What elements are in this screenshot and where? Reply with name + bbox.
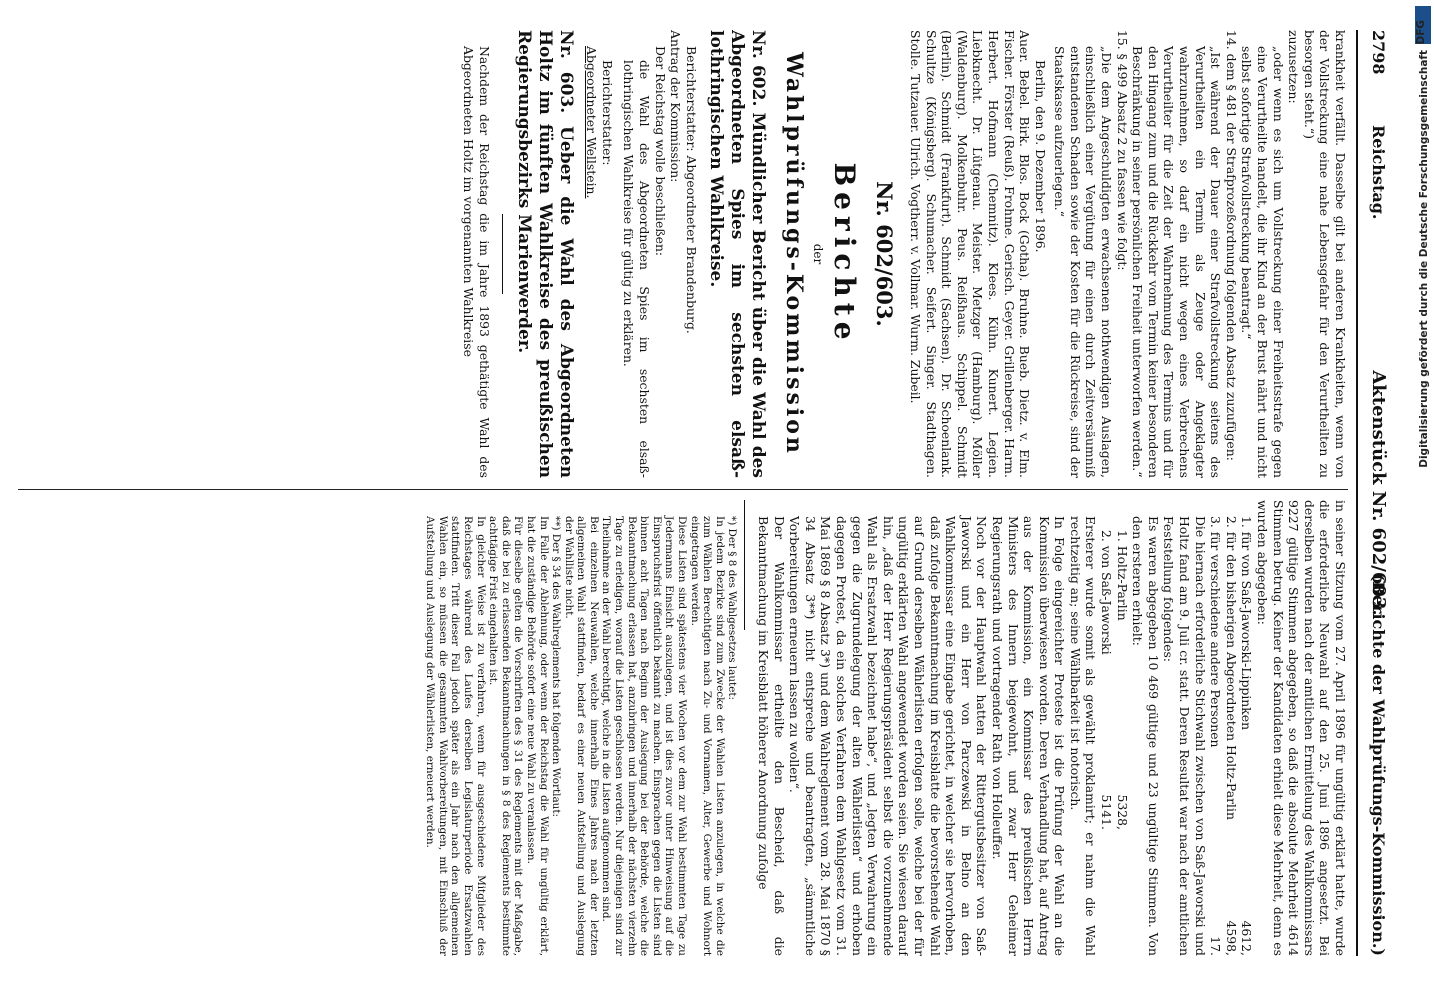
dfg-logo-icon: [1415, 6, 1431, 44]
footnote-7: Für dieselbe gelten die Vorschriften des § 31 des Reglements mit der Maßgabe, daß die bei zu erlassenden Bekanntmachungen in § 8 des Reglements bestimmte achttägige Frist eingehalten ist.: [487, 516, 525, 956]
vote-3-value: 17.: [1208, 936, 1224, 956]
footnote-2: In jedem Bezirke sind zum Zwecke der Wahlen Listen anzulegen, in welche die zum Wählen Berechtigten nach Zu- und Vornamen, Alter, Gewerbe und Wohnort eingetragen werden.: [688, 516, 726, 956]
right-paragraph-7: Der Wahlkommissar ertheilte den Bescheid, daß die Bekanntmachung im Kreisblatt höherer Anordnung zufolge: [756, 516, 787, 956]
right-paragraph-1: in seiner Sitzung vom 27. April 1896 für ungültig erklärt hatte, wurde die erforderliche Neuwahl auf den 25. Juni 1896 angesetzt. Bei derselben wurden nach der amtlichen Ermittelung des Wahlkommissars 9227 gültige Stimmen abgegeben, so daß die absolute Mehrheit 4614 Stimmen betrug. Keiner der Kandidaten erhielt diese Mehrheit, denn es wurden abgegeben:: [1255, 500, 1348, 956]
report-602-label: Nr. 602.: [747, 30, 768, 107]
right-paragraph-2: Die hiernach erforderliche Stichwahl zwischen von Saß-Jaworski und Holtz fand am 9. Juli cr. statt. Deren Resultat war nach der amtlichen Feststellung folgendes:: [1161, 516, 1208, 956]
page-number: 2798: [1369, 30, 1388, 75]
footnotes: [424, 500, 739, 956]
page-header: [1356, 30, 1394, 956]
left-paragraph-6: 15. § 499 Absatz 2 zu fassen wie folgt:: [1114, 30, 1130, 271]
signatories: Auer. Bebel. Birk. Blos. Bock (Gotha). Bruhne. Bueb. Dietz. v. Elm. Fischer. Förster (Reuß). Frohme. Gerisch. Geyer. Grillenberger. Harm. Herbert. Hofmann (Chemnitz). Klees. Kühn. Kunert. Legien. Liebknecht. Dr. Lütgenau. Meister. Metzger (Hamburg). Möller (Waldenburg). Molkenbuhr. Peus. Reißhaus. Schippel. Schmidt (Berlin). Schmidt (Frankfurt). Schmidt (Sachsen). Dr. Schoenlank. Schultze (Königsberg). Schumacher. Seifert. Singer. Stadthagen. Stolle. Tutzauer. Ulrich. Vogtherr. v. Vollmar. Wurm. Zubeil.: [907, 30, 1033, 478]
footnote-5: **) Der § 34 des Wahlreglements hat folgenden Wortlaut:: [550, 516, 563, 818]
footnote-3: Diese Listen sind spätestens vier Wochen vor dem zur Wahl bestimmten Tage zu Jedermanns Einsicht auszulegen, und ist dies zuvor unter Hinweisung auf die Einspruchsfrist öffentlich bekannt zu machen. Einsprachen gegen die Listen sind binnen acht Tagen nach Beginn der Auslegung bei der Behörde, welche die Bekanntmachung erlassen hat, anzubringen und innerhalb der nächsten vierzehn Tage zu erledigen, worauf die Listen geschlossen werden. Nur diejenigen sind zur Theilnahme an der Wahl berechtigt, welche in die Listen aufgenommen sind.: [600, 516, 689, 956]
footnote-rule: [744, 500, 745, 630]
commission-motion-1: Der Reichstag wolle beschließen:: [652, 46, 668, 257]
runoff-row-2: [1099, 500, 1115, 830]
left-paragraph-3: „oder wenn es sich um Vollstreckung einer Freiheitsstrafe gegen eine Verurtheilte handelt, die ihr Kind an der Brust nährt und nicht selbst sofortige Strafvollstreckung beantragt.“: [1239, 46, 1286, 478]
commission-motion-2: die Wahl des Abgeordneten Spies im sechsten elsaß-lothringischen Wahlkreise für gültig zu erklären.: [621, 60, 652, 478]
digitization-credit: Digitalisierung gefördert durch die Deutsche Forschungsgemeinschaft: [1418, 50, 1430, 468]
footnote-6: Im Falle der Ablehnung, oder wenn der Reichstag die Wahl für ungültig erklärt, hat die zuständige Behörde sofort eine neue Wahl zu veranlassen.: [524, 516, 550, 956]
left-paragraph-7: „Die dem Angeschuldigten erwachsenen nothwendigen Auslagen, einschließlich einer Vergütung für einen durch Zeitversäumniß entstandenen Schaden sowie der Kosten für die Rückreise, sind der Staatskasse aufzuerlegen.“: [1052, 46, 1115, 478]
footnote-1: *) Der § 8 des Wahlgesetzes lautet:: [726, 516, 739, 701]
digitization-sidebar: [1410, 0, 1434, 1000]
header-document-number: Aktenstück Nr. 602/603.: [1368, 370, 1389, 616]
vote-2-label: 2. für den bisherigen Abgeordneten Holtz-Parlin: [1223, 516, 1239, 820]
dfg-logo-text: DFG: [1415, 20, 1427, 45]
left-paragraph-2: zuzusetzen:: [1286, 30, 1302, 104]
column-divider: [18, 489, 1348, 490]
rapporteur-2-label: Berichterstatter:: [599, 60, 615, 166]
runoff-row-1: [1114, 500, 1130, 830]
commission-motion-label: Antrag der Kommission:: [668, 30, 684, 183]
right-paragraph-5: In Folge eingereichter Proteste ist die Prüfung der Wahl an die Kommission überwiesen worden. Deren Verhandlung hat, auf Antrag aus der Kommission, ein Kommissar des preußischen Herrn Ministers des Innern beigewohnt, und zwar Herr Geheimer Regierungsrath und vortragender Rath von Holleuffer.: [989, 516, 1068, 956]
vote-row-3: [1208, 500, 1224, 956]
report-602-title: Mündlicher Bericht über die Wahl des Abgeordneten Spies im sechsten elsaß-lothringischen Wahlkreise.: [705, 30, 768, 478]
vote-row-1: [1239, 500, 1255, 956]
right-paragraph-4: Ersterer wurde somit als gewählt proklamirt; er nahm die Wahl rechtzeitig an; seine Wählbarkeit ist notorisch.: [1067, 516, 1099, 956]
signing-date: Berlin, den 9. Dezember 1896.: [1032, 60, 1048, 253]
report-602-heading: [705, 30, 768, 478]
report-603-heading: [513, 30, 576, 478]
vote-row-2: [1223, 500, 1239, 956]
right-paragraph-6: Noch vor der Hauptwahl hatten der Rittergutsbesitzer von Saß-Jaworski und ein Herr von Parczewski in Belno an den Wahlkommissar eine Eingabe gerichtet, in welcher sie hervorhoben, daß zufolge Bekanntmachung im Kreisblatte die bevorstehende Wahl auf Grund derselben Wählerlisten erfolgen solle, welche bei der für ungültig erklärten Wahl angewendet worden seien. Sie wiesen darauf hin, „daß der Herr Regierungspräsident selbst die vorzunehmende Wahl als Ersatzwahl bezeichnet habe“, und „legten Verwahrung ein gegen die Zugrundelegung der alten Wählerlisten“ und erhoben dagegen Protest, da ein solches Verfahren dem Wahlgesetz vom 31. Mai 1869 § 8 Absatz 3*) und dem Wahlreglement vom 28. Mai 1870 § 34 Absatz 3**) nicht entspreche und beantragten, „sämmtliche Vorbereitungen erneuern lassen zu wollen“.: [787, 516, 990, 956]
runoff-2-label: 2. von Saß-Jaworski: [1099, 530, 1115, 655]
vote-2-value: 4598,: [1223, 920, 1239, 956]
runoff-1-label: 1. Holtz-Parlin: [1114, 530, 1130, 621]
footnote-4: Bei einzelnen Neuwahlen, welche innerhalb Eines Jahres nach der letzten allgemeinen Wahl stattfinden, bedarf es einer neuen Aufstellung und Auslegung der Wahlliste nicht.: [562, 516, 600, 956]
der-heading: der: [811, 243, 826, 265]
header-reichstag: Reichstag.: [1369, 125, 1388, 220]
runoff-2-value: 5141.: [1099, 794, 1115, 830]
vote-1-label: 1. für von Saß-Jaworski-Lippinken: [1239, 516, 1255, 731]
left-paragraph-5: „Ist während der Dauer einer Strafvollstreckung seitens des Verurtheilten ein Termin als Zeuge oder Angeklagter wahrzunehmen, so darf ein nicht wegen eines Verbrechens Verurtheilter für die Zeit der Wahrnehmung des Termins und für den Hingang zum und die Rückkehr vom Termin keiner besonderen Beschränkung in seiner persönlichen Freiheit unterworfen werden.“: [1130, 46, 1224, 478]
header-section: (Berichte der Wahlprüfungs-Kommission.): [1369, 573, 1388, 956]
left-paragraph-1: krankheit verfällt. Dasselbe gilt bei anderen Krankheiten, wenn von der Vollstreckung eine nahe Lebensgefahr für den Verurtheilten zu besorgen steht.“): [1301, 30, 1348, 478]
rapporteur-1: Berichterstatter: Abgeordneter Brandenburg.: [683, 46, 699, 334]
berichte-heading: Berichte: [828, 162, 862, 346]
right-column: [18, 500, 1348, 956]
right-paragraph-3: Es waren abgegeben 10 469 gültige und 23 ungültige Stimmen. Von den ersteren erhielt:: [1130, 516, 1161, 956]
report-603-label: Nr. 603.: [555, 30, 576, 114]
left-paragraph-4: 14. dem § 481 der Strafprozeßordnung folgenden Absatz zuzufügen:: [1223, 30, 1239, 461]
section-divider: [502, 214, 503, 294]
report-603-title: Ueber die Wahl des Abgeordneten Holtz im fünften Wahlkreise des preußischen Regierungsbezirks Marienwerder.: [513, 30, 576, 478]
vote-3-label: 3. für verschiedene andere Personen: [1208, 516, 1224, 748]
doc-number-heading: Nr. 602/603.: [872, 181, 898, 327]
rapporteur-2-name: Abgeordneter Wellstein.: [584, 46, 600, 199]
left-column: [18, 30, 1348, 478]
footnote-8: In gleicher Weise ist zu verfahren, wenn für ausgeschiedene Mitglieder des Reichstages während des Laufes derselben Legislaturperiode Ersatzwahlen stattfinden. Tritt dieser Fall jedoch später als ein Jahr nach den allgemeinen Wahlen ein, so müssen die gesammten Wahlvorbereitungen, mit Einschluß der Aufstellung und Auslegung der Wählerlisten, erneuert werden.: [424, 516, 487, 956]
left-last-paragraph: Nachdem der Reichstag die im Jahre 1893 gethätigte Wahl des Abgeordneten Holtz im vorgenannten Wahlkreise: [461, 46, 492, 478]
runoff-1-value: 5328,: [1114, 794, 1130, 830]
commission-heading: Wahlprüfungs-Kommission: [780, 52, 807, 456]
vote-1-value: 4612,: [1239, 920, 1255, 956]
